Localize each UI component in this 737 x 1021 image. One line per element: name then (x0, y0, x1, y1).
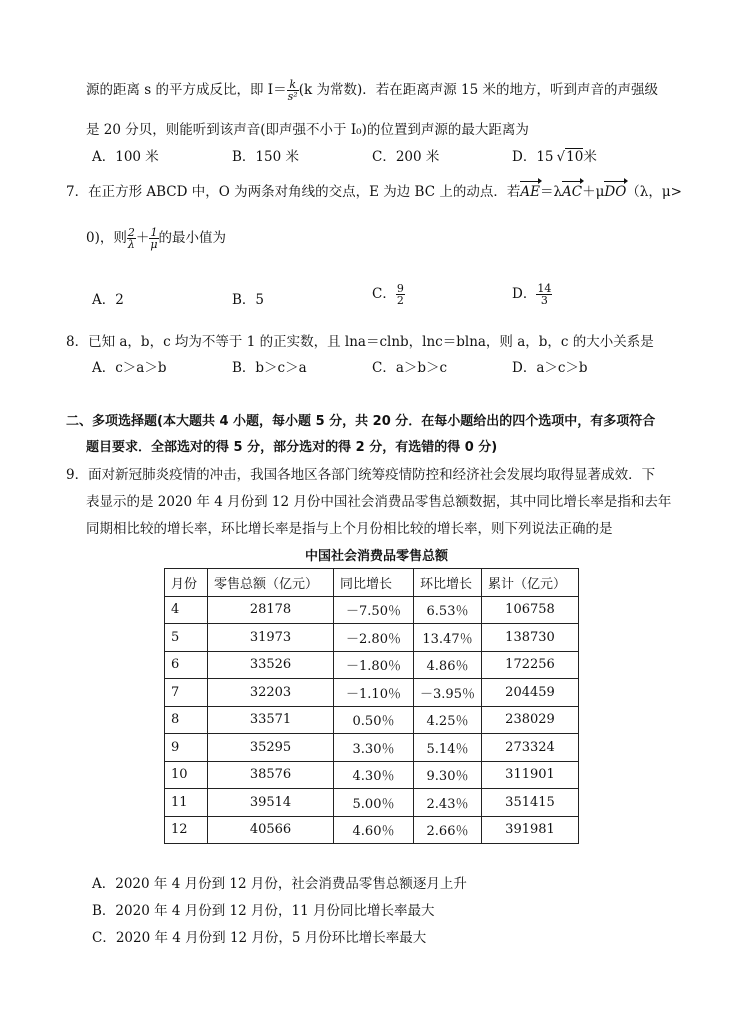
table-cell: 0.50％ (334, 706, 414, 734)
table-cell: 35295 (208, 734, 334, 762)
table-cell: 4.30％ (334, 761, 414, 789)
table-cell: 28178 (208, 596, 334, 624)
table-header-row (165, 569, 579, 597)
q7-line1-post: （λ，μ> (626, 184, 682, 200)
q7-line2 (86, 226, 226, 250)
table-row (165, 789, 579, 817)
q6-fraction (287, 79, 299, 102)
q8-option-c: C．a＞b＞c (372, 360, 448, 376)
section2-heading-line2: 题目要求．全部选对的得 5 分，部分选对的得 2 分，有选错的得 0 分) (86, 440, 498, 455)
table-cell: －3.95％ (414, 679, 482, 707)
table-cell: 4.25％ (414, 706, 482, 734)
table-cell: 391981 (482, 816, 579, 844)
q7-line2-post: 的最小值为 (158, 230, 227, 246)
table-cell: 33571 (208, 706, 334, 734)
table-cell: 7 (165, 679, 208, 707)
q8-line1: 8．已知 a，b，c 均为不等于 1 的正实数，且 lna＝clnb，lnc＝blna，则 a，b，c 的大小关系是 (66, 334, 654, 350)
table-cell: 238029 (482, 706, 579, 734)
q7-eq1: ＝λ (539, 184, 563, 200)
q9-line2: 表显示的是 2020 年 4 月份到 12 月份中国社会消费品零售总额数据，其中同比增长率是指和去年 (86, 494, 672, 510)
q7-optd-num: 14 (537, 282, 552, 295)
table-cell: 6 (165, 651, 208, 679)
table-cell: 10 (165, 761, 208, 789)
q6-option-d-unit: 米 (583, 149, 597, 165)
table-cell: 2.43％ (414, 789, 482, 817)
q9-table-title: 中国社会消费品零售总额 (305, 549, 449, 564)
table-cell: 4 (165, 596, 208, 624)
q7-f2-num: 1 (150, 226, 158, 239)
table-row (165, 624, 579, 652)
table-cell: 273324 (482, 734, 579, 762)
table-cell: 38576 (208, 761, 334, 789)
table-row (165, 761, 579, 789)
q9-line3: 同期相比较的增长率，环比增长率是指与上个月份相比较的增长率，则下列说法正确的是 (86, 521, 613, 537)
q6-option-b: B．150 米 (232, 149, 299, 165)
table-cell: 172256 (482, 651, 579, 679)
q7-option-d-label: D． (512, 286, 537, 302)
q7-line1-pre: 7．在正方形 ABCD 中，O 为两条对角线的交点，E 为边 BC 上的动点．若 (66, 184, 521, 200)
table-row (165, 706, 579, 734)
q9-option-a: A．2020 年 4 月份到 12 月份，社会消费品零售总额逐月上升 (92, 876, 467, 892)
table-row (165, 651, 579, 679)
table-cell: 311901 (482, 761, 579, 789)
q6-option-d: D．15 √10米 (512, 149, 597, 165)
table-cell: －1.10％ (334, 679, 414, 707)
q7-fraction-2 (149, 227, 158, 250)
q9-data-table (164, 568, 579, 844)
q7-option-d-fraction (536, 283, 552, 306)
q6-frac-den: s² (287, 90, 298, 103)
table-row (165, 596, 579, 624)
table-cell: －2.80％ (334, 624, 414, 652)
table-cell: 4.86％ (414, 651, 482, 679)
q7-line1 (66, 180, 682, 200)
q6-option-d-sqrt: 10 (566, 149, 584, 165)
header-yoy: 同比增长 (334, 569, 414, 597)
q9-option-c: C．2020 年 4 月份到 12 月份，5 月份环比增长率最大 (92, 930, 427, 946)
q7-optd-den: 3 (540, 294, 548, 307)
table-cell: 351415 (482, 789, 579, 817)
q6-option-d-label: D．15 (512, 149, 554, 165)
q7-vector-ae: AE (520, 184, 540, 200)
q8-option-d: D．a＞c＞b (512, 360, 588, 376)
table-row (165, 816, 579, 844)
table-cell: 40566 (208, 816, 334, 844)
q7-optc-den: 2 (396, 294, 404, 307)
q6-line2: 是 20 分贝，则能听到该声音(即声强不小于 I₀)的位置到声源的最大距离为 (86, 122, 529, 138)
q7-eq2: ＋μ (582, 184, 605, 200)
table-row (165, 734, 579, 762)
header-mom: 环比增长 (414, 569, 482, 597)
table-cell: －7.50％ (334, 596, 414, 624)
q9-line1: 9．面对新冠肺炎疫情的冲击，我国各地区各部门统筹疫情防控和经济社会发展均取得显著成效．下 (66, 467, 656, 483)
table-cell: 33526 (208, 651, 334, 679)
table-cell: 8 (165, 706, 208, 734)
table-cell: 5.00％ (334, 789, 414, 817)
table-cell: 12 (165, 816, 208, 844)
q7-option-b: B．5 (232, 292, 265, 308)
q8-option-b: B．b＞c＞a (232, 360, 307, 376)
q7-vector-ac: AC (562, 184, 583, 200)
q6-option-c: C．200 米 (372, 149, 440, 165)
q8-option-a: A．c＞a＞b (92, 360, 167, 376)
table-cell: 106758 (482, 596, 579, 624)
table-cell: 3.30％ (334, 734, 414, 762)
q7-f1-num: 2 (127, 226, 135, 239)
q7-plus: ＋ (135, 230, 150, 246)
q6-line1-pre: 源的距离 s 的平方成反比，即 I＝ (86, 82, 287, 98)
table-cell: 39514 (208, 789, 334, 817)
q7-f2-den: μ (150, 238, 158, 251)
table-cell: 5 (165, 624, 208, 652)
table-cell: 32203 (208, 679, 334, 707)
table-row (165, 679, 579, 707)
table-cell: 138730 (482, 624, 579, 652)
header-month: 月份 (165, 569, 208, 597)
q6-line1 (86, 78, 658, 102)
table-cell: 4.60％ (334, 816, 414, 844)
q7-optc-num: 9 (396, 282, 404, 295)
q7-f1-den: λ (127, 238, 135, 251)
table-cell: 2.66％ (414, 816, 482, 844)
header-retail-total: 零售总额（亿元） (208, 569, 334, 597)
q7-fraction-1 (127, 227, 136, 250)
table-cell: 6.53％ (414, 596, 482, 624)
q6-option-a: A．100 米 (92, 149, 159, 165)
q9-option-b: B．2020 年 4 月份到 12 月份，11 月份同比增长率最大 (92, 903, 435, 919)
table-cell: 5.14％ (414, 734, 482, 762)
q7-option-d (512, 282, 552, 306)
q6-line1-post: (k 为常数)．若在距离声源 15 米的地方，听到声音的声强级 (298, 82, 658, 98)
q7-line2-pre: 0)，则 (86, 230, 127, 246)
q7-option-c-fraction (396, 283, 405, 306)
q7-option-c (372, 282, 405, 306)
table-cell: 11 (165, 789, 208, 817)
section2-heading-line1: 二、多项选择题(本大题共 4 小题，每小题 5 分，共 20 分．在每小题给出的四个选项中，有多项符合 (66, 414, 656, 429)
table-cell: 204459 (482, 679, 579, 707)
q7-option-a: A．2 (92, 292, 124, 308)
q7-vector-do: DO (604, 184, 627, 200)
table-cell: 9 (165, 734, 208, 762)
table-cell: －1.80％ (334, 651, 414, 679)
table-cell: 9.30％ (414, 761, 482, 789)
q7-option-c-label: C． (372, 286, 396, 302)
q6-frac-num: k (287, 79, 299, 91)
table-cell: 13.47％ (414, 624, 482, 652)
table-cell: 31973 (208, 624, 334, 652)
header-cumulative: 累计（亿元） (482, 569, 579, 597)
